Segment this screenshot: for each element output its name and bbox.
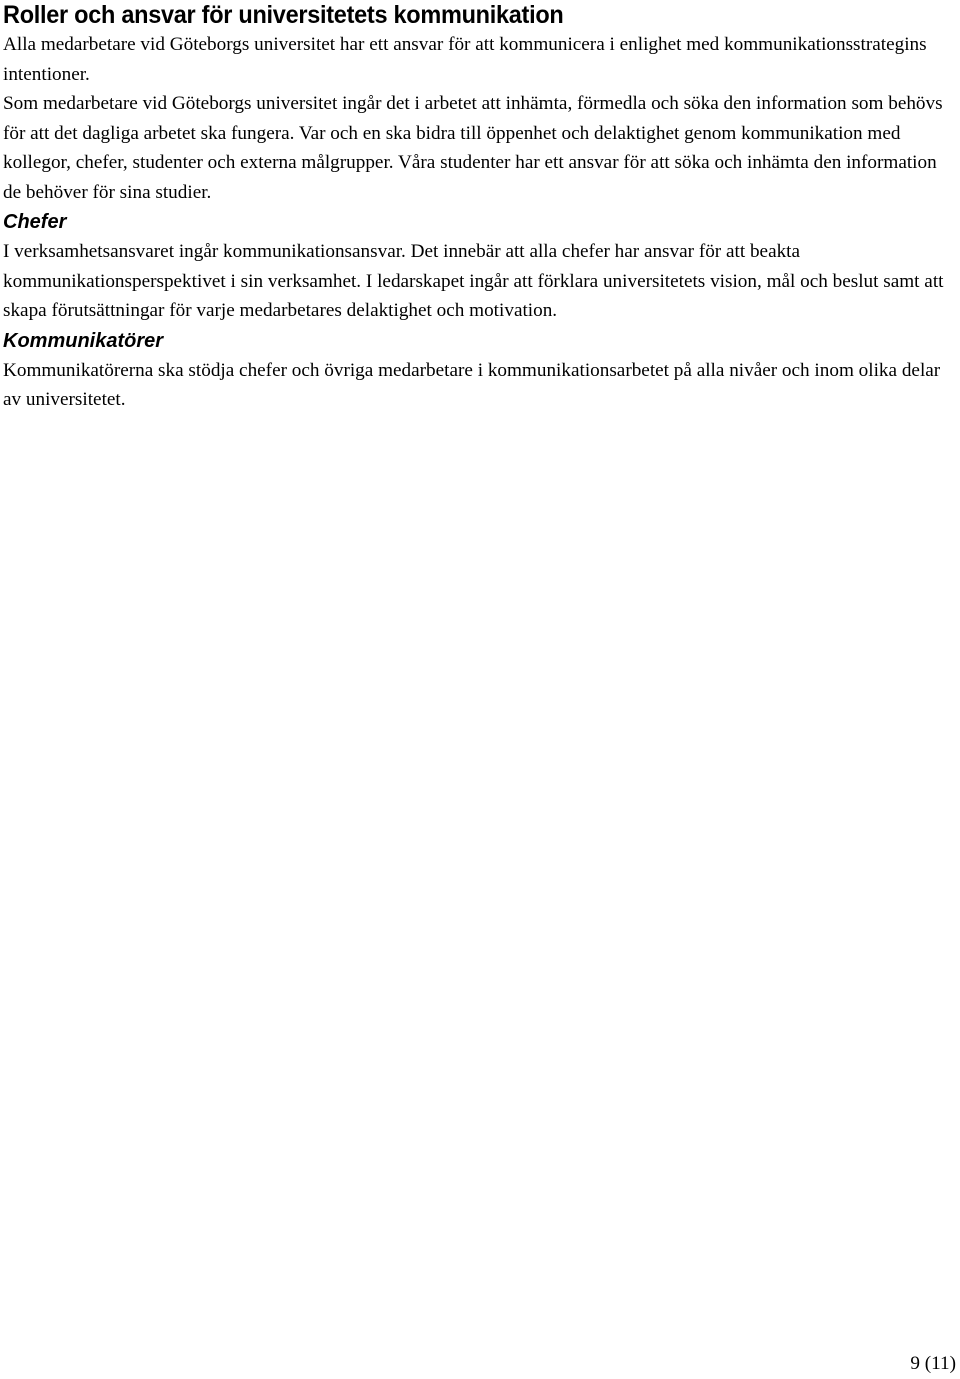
page-number: 9 (11) [910,1353,956,1374]
intro-paragraph-2: Som medarbetare vid Göteborgs universitet ingår det i arbetet att inhämta, förmedla och söka den information som behövs för att det dagliga arbetet ska fungera. Var och en ska bidra till öppenhet och delaktighet genom kommunikation med kollegor, chefer, studenter och externa målgrupper. Våra studenter har ett ansvar för att söka och inhämta den information de behöver för sina studier. [3,93,943,203]
document-page [3,0,953,415]
document-title: Roller och ansvar för universitetets kommunikation [3,1,564,29]
section-text-chefer: I verksamhetsansvaret ingår kommunikationsansvar. Det innebär att alla chefer har ansvar för att beakta kommunikationsperspektivet i sin verksamhet. I ledarskapet ingår att förklara universitetets vision, mål och beslut samt att skapa förutsättningar för varje medarbetares delaktighet och motivation. [3,241,944,321]
section-heading-chefer: Chefer [3,211,67,233]
section-text-kommunikatorer: Kommunikatörerna ska stödja chefer och övriga medarbetare i kommunikationsarbetet på alla nivåer och inom olika delar av universitetet. [3,359,941,410]
intro-paragraph-1: Alla medarbetare vid Göteborgs universitet har ett ansvar för att kommunicera i enlighet med kommunikationsstrategins intentioner. [3,34,927,85]
section-heading-kommunikatorer: Kommunikatörer [3,329,164,352]
